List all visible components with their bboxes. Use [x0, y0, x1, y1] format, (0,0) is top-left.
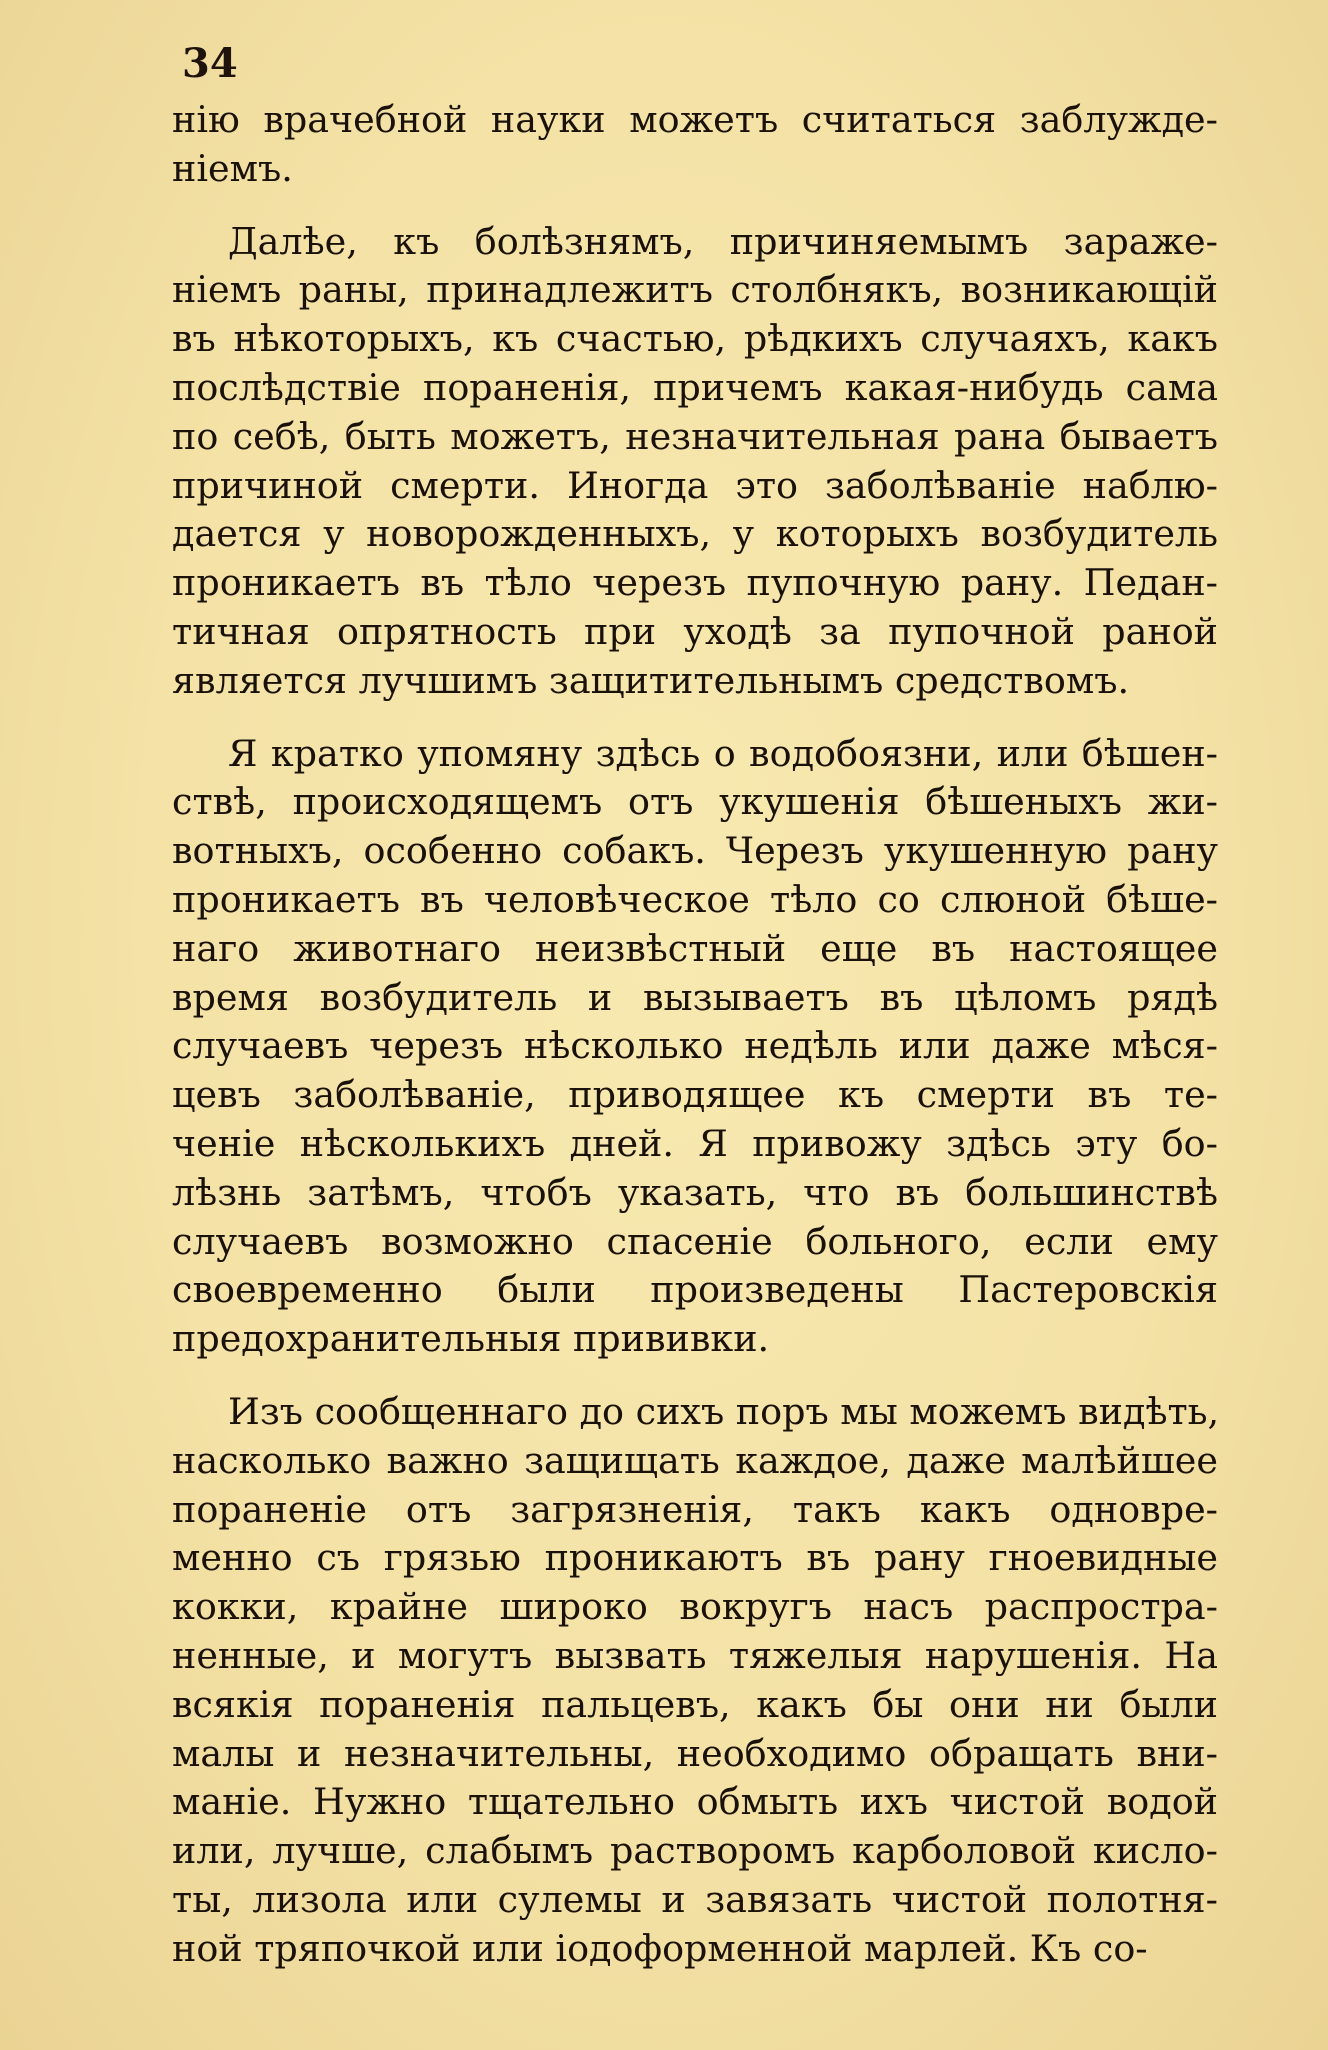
text-line: менно съ грязью проникаютъ въ рану гноевидные: [172, 1536, 1218, 1580]
text-line: Далѣе, къ болѣзнямъ, причиняемымъ зараже-: [228, 219, 1218, 263]
text-line: цевъ заболѣваніе, приводящее къ смерти въ те-: [172, 1073, 1218, 1117]
text-line: или, лучше, слабымъ растворомъ карболовой кисло-: [172, 1829, 1218, 1873]
text-line: кокки, крайне широко вокругъ насъ распростра-: [172, 1585, 1218, 1629]
text-line: пораненіе отъ загрязненія, такъ какъ одновре-: [172, 1487, 1218, 1531]
paragraph: [172, 1388, 1218, 1974]
text-line: тичная опрятность при уходѣ за пупочной раной: [172, 609, 1218, 653]
text-line: лѣзнь затѣмъ, чтобъ указать, что въ большинствѣ: [172, 1170, 1218, 1214]
text-line: проникаетъ въ тѣло черезъ пупочную рану. Педан-: [172, 561, 1218, 605]
text-line: случаевъ черезъ нѣсколько недѣль или даже мѣся-: [172, 1024, 1218, 1068]
text-line: маніе. Нужно тщательно обмыть ихъ чистой водой: [172, 1780, 1218, 1824]
paragraph: [172, 96, 1218, 194]
text-line: является лучшимъ защитительнымъ средствомъ.: [172, 658, 1130, 702]
text-line: случаевъ возможно спасеніе больного, если ему: [172, 1219, 1218, 1263]
text-line: ненные, и могутъ вызвать тяжелыя нарушенія. На: [172, 1633, 1218, 1677]
paragraph: [172, 218, 1218, 706]
text-line: послѣдствіе пораненія, причемъ какая-нибудь сама: [172, 365, 1218, 409]
text-line: своевременно были произведены Пастеровскія: [172, 1268, 1218, 1312]
text-line: ствѣ, происходящемъ отъ укушенія бѣшеныхъ жи-: [172, 780, 1218, 824]
text-line: нію врачебной науки можетъ считаться заблужде-: [172, 98, 1218, 141]
text-line: ченіе нѣсколькихъ дней. Я привожу здѣсь эту бо-: [172, 1121, 1218, 1165]
text-line: ной тряпочкой или іодоформенной марлей. Къ со-: [172, 1926, 1148, 1970]
text-line: причиной смерти. Иногда это заболѣваніе наблю-: [172, 463, 1218, 507]
text-line: время возбудитель и вызываетъ въ цѣломъ рядѣ: [172, 975, 1218, 1019]
text-line: малы и незначительны, необходимо обращать вни-: [172, 1731, 1218, 1775]
text-line: всякія пораненія пальцевъ, какъ бы они ни были: [172, 1682, 1218, 1726]
text-line: наго животнаго неизвѣстный еще въ настоящее: [172, 926, 1218, 970]
text-line: проникаетъ въ человѣческое тѣло со слюной бѣше-: [172, 877, 1218, 921]
text-line: ніемъ раны, принадлежитъ столбнякъ, возникающій: [172, 268, 1218, 312]
text-line: вотныхъ, особенно собакъ. Черезъ укушенную рану: [172, 829, 1218, 873]
text-line: по себѣ, быть можетъ, незначительная рана бываетъ: [172, 414, 1218, 458]
text-line: Я кратко упомяну здѣсь о водобоязни, или бѣшен-: [228, 731, 1218, 775]
page-number: 34: [182, 40, 238, 87]
paragraph: [172, 730, 1218, 1364]
text-line: Изъ сообщеннаго до сихъ поръ мы можемъ видѣть,: [228, 1389, 1220, 1433]
text-line: ніемъ.: [172, 146, 293, 190]
text-line: предохранительныя прививки.: [172, 1317, 770, 1361]
text-line: дается у новорожденныхъ, у которыхъ возбудитель: [172, 512, 1218, 556]
text-line: насколько важно защищать каждое, даже малѣйшее: [172, 1438, 1218, 1482]
text-line: въ нѣкоторыхъ, къ счастью, рѣдкихъ случаяхъ, какъ: [172, 317, 1218, 361]
text-line: ты, лизола или сулемы и завязать чистой полотня-: [172, 1877, 1218, 1921]
body-text: [172, 96, 1218, 1973]
